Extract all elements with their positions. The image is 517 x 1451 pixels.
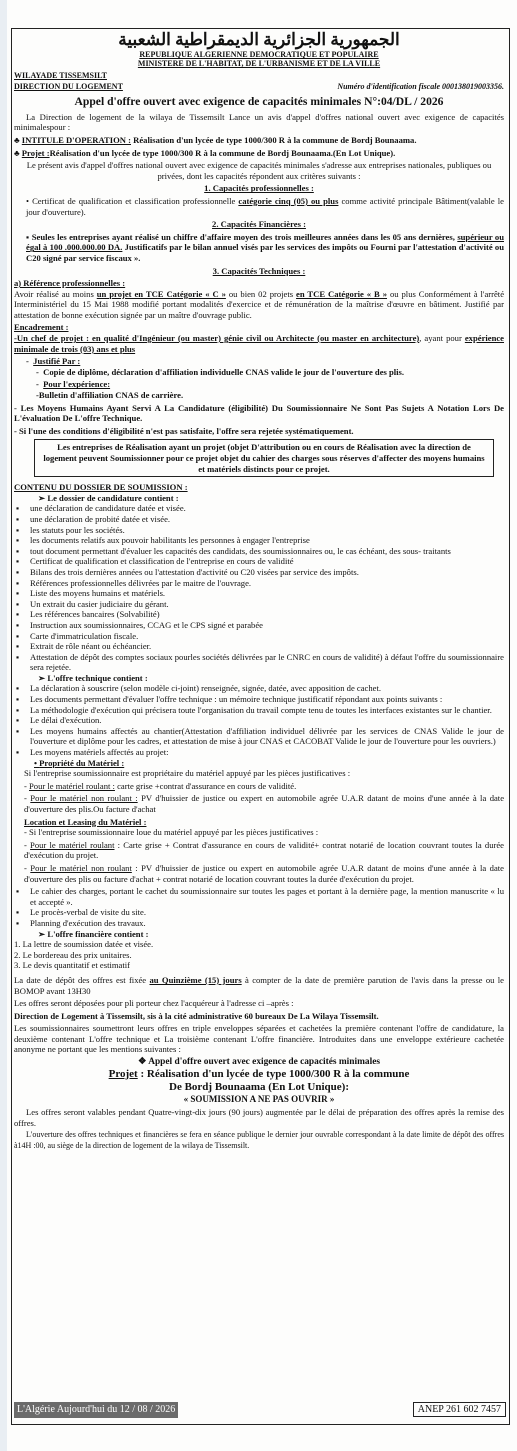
date-paragraph	[14, 975, 504, 996]
experience-label: Pour l'expérience:	[43, 379, 111, 390]
header-row	[14, 71, 504, 92]
eligibility-note: - Si l'une des conditions d'éligibilité n'est pas satisfaite, l'offre sera rejetée systématiquement.	[14, 425, 354, 436]
contenu-title: CONTENU DU DOSSIER DE SOUMISSION :	[14, 482, 188, 493]
anep-reference: ANEP 261 602 7457	[413, 1402, 506, 1417]
list-item: ▪ une déclaration de probité datée et visée.	[14, 514, 504, 525]
justifie-label: Justifié Par :	[33, 356, 81, 367]
ref-d: en TCE Catégorie « B »	[296, 288, 388, 299]
date-b: au Quinzième (15) jours	[149, 974, 242, 985]
list-item: ▪ Un extrait du casier judiciaire du gérant.	[14, 599, 504, 610]
wilaya-label: WILAYADE TISSEMSILT	[14, 71, 108, 80]
roulant-label: Pour le matériel roulant :	[29, 780, 115, 791]
fiscal-id: Numéro d'identification fiscale 000138019003356.	[337, 81, 504, 91]
mention-3: De Bordj Bounaama (En Lot Unique):	[169, 1080, 349, 1093]
list-item: ▪ Les références bancaires (Solvabilité)	[14, 609, 504, 620]
cap1-text: • Certificat de qualification et classification professionnelle catégorie cinq (05) ou plus comme activité principale Bâtiment(valable le jour d'ouverture).	[26, 195, 504, 217]
propriete-title: • Propriété du Matériel :	[34, 757, 125, 768]
address-paragraph: Direction de Logement à Tissemsilt, sis à la cité administrative 60 bureaux De La Wilaya Tissemsilt.	[14, 1010, 379, 1021]
mention-4: « SOUMISSION A NE PAS OUVRIR »	[183, 1093, 335, 1104]
dossier-title: ➢ Le dossier de candidature contient :	[38, 492, 179, 503]
cap2-text: ▪ Seules les entreprises ayant réalisé un chiffre d'affaire moyen des trois meilleures années dans les 05 ans dernières, supérieur ou égal à 100 .000.000.00 DA. Justificatifs par le bilan annuel visés par les services des impôts ou Fourni par l'attestation d'activité ou C20 signé par service fiscaux ».	[26, 231, 504, 263]
issuer-block	[14, 71, 123, 92]
cap1-a: Certificat de qualification et classification professionnelle	[32, 195, 239, 206]
ref-a: Avoir réalisé au moins	[14, 288, 97, 299]
list-item: ▪ Liste des moyens humains et matériels.	[14, 588, 504, 599]
notice-content	[14, 30, 504, 1154]
left-margin-strip	[0, 0, 7, 1451]
nonroulant-label: Pour le matériel non roulant :	[30, 793, 138, 804]
list-item: ▪ Le procès-verbal de visite du site.	[14, 907, 504, 918]
list-item: ▪ les statuts pour les sociétés.	[14, 525, 504, 536]
loc-roulant-text: : Carte grise + Contrat d'assurance en cours de validité+ contrat notarié de location couvrant toutes la durée d'exécution du projet.	[24, 839, 505, 861]
justifie-line: - Justifié Par :	[26, 356, 81, 367]
operation-line: ♣ INTITULE D'OPERATION : Réalisation d'un lycée de type 1000/300 R à la commune de Bordj Bounaama.	[14, 134, 417, 145]
list-item: ▪ Les moyens humains affectés au chantier(Attestation d'affiliation individuel délivrée par les services de CNAS Valide le jour de l'ouverture et diplôme pour les cadres, et attestation de mise à jour CNAS et CACOBAT Valide le jour de l'ouverture pour les ouvriers.)	[14, 726, 504, 747]
loc-roulant-label: Pour le matériel roulant	[30, 839, 115, 850]
propriete-label: Propriété du Matériel :	[39, 757, 125, 768]
cap2-c: Justificatifs par le bilan annuel visés par les services des impôts ou Fourni par l'attestation d'activité ou C20 signé par service fiscaux ».	[26, 242, 504, 263]
fin-item: 3. Le devis quantitatif et estimatif	[14, 960, 130, 971]
list-item: ▪ Instruction aux soumissionnaires, CCAG et le CPS signé et parabée	[14, 620, 504, 631]
mention-2-label: Projet	[108, 1067, 138, 1080]
justifie-text: - Copie de diplôme, déclaration d'affiliation individuelle CNAS valide le jour de l'ouverture des plis.	[36, 366, 405, 377]
direction-label: DIRECTION DU LOGEMENT	[14, 81, 123, 91]
loc-nonroulant-line: - Pour le matériel non roulant : PV d'huissier de justice ou expert en automobile agrée U.A.R datant de moins d'une année à la date d'ouverture des plis ou facture d'achat + contrat notarié de location couvrant toutes la durée d'exécution du projet.	[24, 862, 504, 884]
republic-header: REPUBLIQUE ALGERIENNE DEMOCRATIQUE ET POPULAIRE	[139, 50, 379, 59]
nonroulant-line: - Pour le matériel non roulant : PV d'huissier de justice ou expert en automobile agrée U.A.R datant de moins d'une année à la date d'ouverture des plis.Ou facture d'achat	[24, 793, 505, 814]
projet-line: ♣ Projet :Réalisation d'un lycée de type 1000/300 R à la commune de Bordj Bounaama.(En Lot Unique).	[14, 147, 396, 158]
loc-nonroulant-text: : PV d'huissier de justice ou expert en automobile agrée U.A.R datant de moins d'une année à la date d'ouverture des plis ou facture d'achat + contrat notarié de location couvrant toutes la durée d'exécution du projet.	[24, 862, 504, 884]
fin-item: 2. Le bordereau des prix unitaires.	[14, 949, 132, 960]
enc-a: -Un chef de projet : en qualité d'Ingénieur (ou master) génie civil ou Architecte (ou master en architecture)	[14, 333, 420, 344]
location-title: Location et Leasing du Matériel :	[24, 816, 147, 827]
list-item: ▪ Le cahier des charges, portant le cachet du soumissionnaire sur toutes les pages et portant à la dernière page, la mention manuscrite « lu et accepté ».	[14, 886, 504, 907]
cap1-b: catégorie cinq (05) ou plus	[238, 195, 339, 206]
list-item: ▪ Les moyens matériels affectés au projet:	[14, 747, 504, 758]
list-item: ▪ Le délai d'exécution.	[14, 715, 504, 726]
ministry-header: MINISTERE DE L'HABITAT, DE L'URBANISME ET DE LA VILLE	[137, 59, 381, 68]
cap1-c: comme activité principale Bâtiment(valable le jour d'ouverture).	[26, 195, 504, 217]
date-c: à compter de la date de première parution de l'avis dans la presse ou le BOMOP avant 13H30	[14, 974, 504, 996]
tech-list	[14, 683, 504, 757]
intro-paragraph: La Direction de logement de la wilaya de Tissemsilt Lance un avis d'appel d'offres national ouvert avec exigence de capacités minimalespour :	[14, 111, 504, 133]
list-item: ▪ Les documents permettant d'évaluer l'offre technique : un mémoire technique justificatif répondant aux points suivants :	[14, 694, 504, 705]
envelopes-paragraph: Les soumissionnaires soumettront leurs offres en triple enveloppes séparées et cachetées la première contenant l'offre de candidature, la deuxième contenant L'offre technique et La troisième contenant L'offre financière. Introduites dans une enveloppe extérieure cachetée anonyme ne portant que les mentions suivantes :	[14, 1023, 504, 1055]
list-item: ▪ Planning d'exécution des travaux.	[14, 918, 504, 929]
projet-text: Réalisation d'un lycée de type 1000/300 R à la commune de Bordj Bounaama.(En Lot Unique).	[49, 147, 396, 158]
list-item: ▪ La déclaration à souscrire (selon modèle ci-joint) renseignée, signée, datée, avec apposition de cachet.	[14, 683, 504, 694]
operation-text: Réalisation d'un lycée de type 1000/300 R à la commune de Bordj Bounaama.	[131, 134, 417, 145]
date-a: La date de dépôt des offres est fixée	[14, 974, 150, 985]
cap3-title: 3. Capacités Techniques :	[212, 265, 306, 276]
experience-text: -Bulletin d'affiliation CNAS de carrière.	[36, 390, 184, 401]
propriete-intro: Si l'entreprise soumissionnaire est propriétaire du matériel appuyé par les pièces justificatives :	[24, 768, 351, 779]
dossier-list	[14, 503, 504, 673]
footer	[14, 1402, 506, 1418]
mention-2-text: : Réalisation d'un lycée de type 1000/300 R à la commune	[137, 1067, 410, 1080]
validity-paragraph: Les offres seront valables pendant Quatre-vingt-dix jours (90 jours) augmentée par le délai de préparation des offres après la remise des offres.	[14, 1107, 504, 1128]
ref-b: un projet en TCE Catégorie « C »	[96, 288, 226, 299]
list-item: ▪ Carte d'immatriculation fiscale.	[14, 631, 504, 642]
list-item: ▪ Références professionnelles délivrées par le maitre de l'ouvrage.	[14, 578, 504, 589]
justifie-content: Copie de diplôme, déclaration d'affiliation individuelle CNAS valide le jour de l'ouverture des plis.	[43, 366, 405, 377]
deposees-paragraph: Les offres seront déposées pour pli porteur chez l'acquéreur à l'adresse ci –après :	[14, 998, 294, 1009]
list-item: ▪ les documents relatifs aux pouvoir habilitants les personnes à engager l'entreprise	[14, 535, 504, 546]
mention-2	[14, 1068, 504, 1081]
loc-nonroulant-label: Pour le matériel non roulant	[30, 862, 132, 873]
list-item: ▪ une déclaration de candidature datée et visée.	[14, 503, 504, 514]
publication-date: L'Algérie Aujourd'hui du 12 / 08 / 2026	[14, 1402, 178, 1418]
list-item: ▪ tout document permettant d'évaluer les capacités des candidats, des soumissionnaires ou, le cas échéant, des sous- traitants	[14, 546, 504, 557]
cap2-b: supérieur ou égal à 100 .000.000.00 DA.	[26, 231, 504, 253]
enc-c: expérience minimale de trois (03) ans et plus	[14, 333, 504, 354]
arabic-header: الجمهورية الجزائرية الديمقراطية الشعبية	[118, 30, 400, 49]
encadrement-label: Encadrement :	[14, 322, 69, 333]
ref-label: a) Référence professionnelles :	[14, 278, 126, 289]
tech-title: ➢ L'offre technique contient :	[38, 672, 148, 683]
cap2-a: Seules les entreprises ayant réalisé un chiffre d'affaire moyen des trois meilleures années dans les 05 ans dernières,	[31, 231, 458, 242]
nonroulant-text: PV d'huissier de justice ou expert en automobile agrée U.A.R datant de moins d'une année à la date d'ouverture des plis.Ou facture d'achat	[24, 793, 505, 814]
location-intro: - Si l'entreprise soumissionnaire loue du matériel appuyé par les pièces justificatives :	[24, 827, 319, 838]
ref-e: ou plus Conformément à l'arrêté Interministériel du 15 Mai 1988 modifié portant modalités d'exercice et de rémunération de la maîtrise d'œuvre en bâtiment. Justifié par attestation de bonne exécution signée par un maître d'ouvrage public.	[14, 288, 505, 320]
list-item: ▪ Attestation de dépôt des comptes sociaux pourles sociétés délivrées par le CNRC en cours de validité) à défaut l'offre du soumissionnaire sera rejetée.	[14, 652, 504, 673]
projet-label: Projet :	[21, 147, 50, 158]
tech-tail-list	[14, 886, 504, 928]
roulant-line: - Pour le matériel roulant : carte grise +contrat d'assurance en cours de validité.	[24, 780, 297, 791]
moyens-note: - Les Moyens Humains Ayant Servi A La Candidature (éligibilité) Du Soumissionnaire Ne Sont Pas Sujets A Notation Lors De L'évaluation De L'offre Technique.	[14, 402, 504, 424]
opening-paragraph: L'ouverture des offres techniques et financières se fera en séance publique le dernier jour ouvrable correspondant à la date limite de dépôt des offres à14H :00, au siège de la direction de logement de la wilaya de Tissemsilt.	[14, 1130, 504, 1151]
roulant-text: carte grise +contrat d'assurance en cours de validité.	[114, 780, 297, 791]
loc-roulant-line: - Pour le matériel roulant : Carte grise + Contrat d'assurance en cours de validité+ contrat notarié de location couvrant toutes la durée d'exécution du projet.	[24, 839, 505, 861]
attribution-box: Les entreprises de Réalisation ayant un projet (objet D'attribution ou en cours de Réalisation avec la direction de logement peuvent Soumissionner pour ce projet objet du cahier des charges sous réserves d'affecter des moyens humains et matériels distincts pour ce projet.	[34, 439, 494, 477]
cap2-title: 2. Capacités Financières :	[212, 219, 306, 230]
enc-b: , ayant pour	[419, 333, 465, 344]
cap1-title: 1. Capacités professionnelles :	[204, 183, 314, 194]
list-item: ▪ La méthodologie d'exécution qui précisera toute l'organisation du travail compte tenu de toutes les interfaces existantes sur le chantier.	[14, 705, 504, 716]
experience-line: - Pour l'expérience:	[36, 379, 111, 390]
notice-title: Appel d'offre ouvert avec exigence de capacités minimales N°:04/DL / 2026	[74, 95, 444, 109]
ref-c: ou bien 02 projets	[228, 288, 297, 299]
encadrement-text	[14, 333, 504, 354]
list-item: ▪ Certificat de qualification et classification de l'entreprise en cours de validité	[14, 556, 504, 567]
fin-item: 1. La lettre de soumission datée et visée.	[14, 939, 154, 950]
list-item: ▪ Bilans des trois dernières années ou l'attestation d'activité ou C20 visées par service des impôts.	[14, 567, 504, 578]
fin-title: ➢ L'offre financière contient :	[38, 928, 149, 939]
ref-text	[14, 289, 504, 321]
location-intro-text: Si l'entreprise soumissionnaire loue du matériel appuyé par les pièces justificatives :	[29, 827, 319, 838]
list-item: ▪ Extrait de rôle néant ou échéancier.	[14, 641, 504, 652]
mention-1: ❖ Appel d'offre ouvert avec exigence de capacités minimales	[137, 1057, 381, 1068]
present-paragraph: Le présent avis d'appel d'offres national ouvert avec exigence de capacités minimales s'adresse aux entreprises nationales, publiques ou privées, dont les capacités répondent aux critères suivants :	[26, 160, 492, 181]
operation-label: INTITULE D'OPERATION :	[21, 134, 131, 145]
